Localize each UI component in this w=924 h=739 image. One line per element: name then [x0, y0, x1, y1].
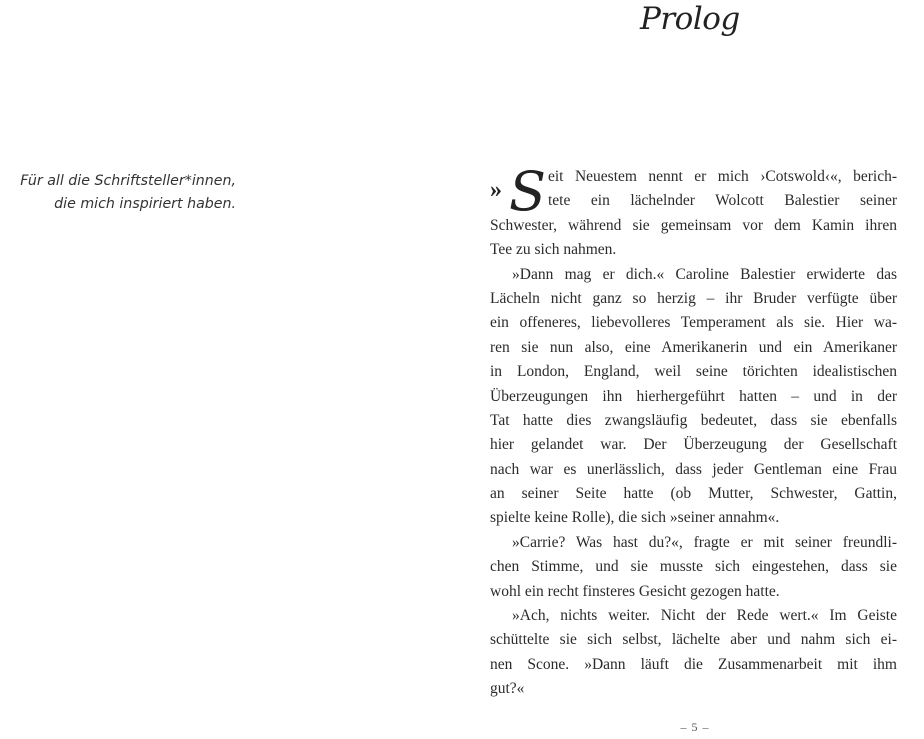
dropcap-quote-mark: »: [490, 177, 502, 203]
dedication-line: Für all die Schriftsteller*innen,: [20, 173, 236, 189]
text-line: Tat hatte dies zwangsläufig bedeutet, dass sie ebenfalls: [490, 411, 897, 429]
text-line: nach war es unerlässlich, dass jeder Gentleman eine Frau: [490, 460, 897, 478]
text-line: chen Stimme, und sie musste sich eingestehen, dass sie: [490, 558, 897, 576]
text-line: »Dann mag er dich.« Caroline Balestier erwiderte das: [512, 265, 897, 283]
text-line: Tee zu sich nahmen.: [490, 241, 617, 259]
text-line: Schwester, während sie gemeinsam vor dem Kamin ihren: [490, 216, 897, 234]
text-line: ren sie nun also, eine Amerikanerin und ein Amerikaner: [490, 338, 897, 356]
text-line: an seiner Seite hatte (ob Mutter, Schwester, Gattin,: [490, 485, 897, 503]
text-line: »Ach, nichts weiter. Nicht der Rede wert.« Im Geiste: [512, 607, 897, 625]
text-line: gut?«: [490, 680, 525, 698]
text-line: ein offeneres, liebevolleres Temperament als sie. Hier wa-: [490, 314, 897, 332]
dropcap-ornament: [490, 160, 546, 223]
text-line: eit Neuestem nennt er mich ›Cotswold‹«, berich-: [548, 168, 897, 185]
body-text: [490, 160, 897, 702]
text-line: tete ein lächelnder Wolcott Balestier seiner: [548, 192, 897, 210]
text-line: wohl ein recht finsteres Gesicht gezogen hatte.: [490, 582, 780, 600]
text-line: spielte keine Rolle), die sich »seiner annahm«.: [490, 509, 780, 527]
text-line: nen Scone. »Dann läuft die Zusammenarbeit mit ihm: [490, 655, 897, 673]
text-line: in London, England, weil seine törichten idealistischen: [490, 363, 897, 381]
dropcap-letter: S: [509, 160, 546, 223]
chapter-title: Prolog: [640, 1, 740, 37]
dedication: [14, 170, 236, 216]
text-line: schüttelte sie sich selbst, lächelte aber und nahm sich ei-: [490, 631, 897, 649]
text-line: Überzeugungen ihn hierhergeführt hatten – und in der: [490, 387, 897, 405]
dedication-line: die mich inspiriert haben.: [54, 196, 236, 212]
text-line: Lächeln nicht ganz so herzig – ihr Bruder verfügte über: [490, 289, 897, 307]
text-line: »Carrie? Was hast du?«, fragte er mit seiner freundli-: [512, 533, 897, 551]
text-line: hier gelandet war. Der Überzeugung der Gesellschaft: [490, 436, 897, 454]
page-number: – 5 –: [680, 720, 710, 734]
